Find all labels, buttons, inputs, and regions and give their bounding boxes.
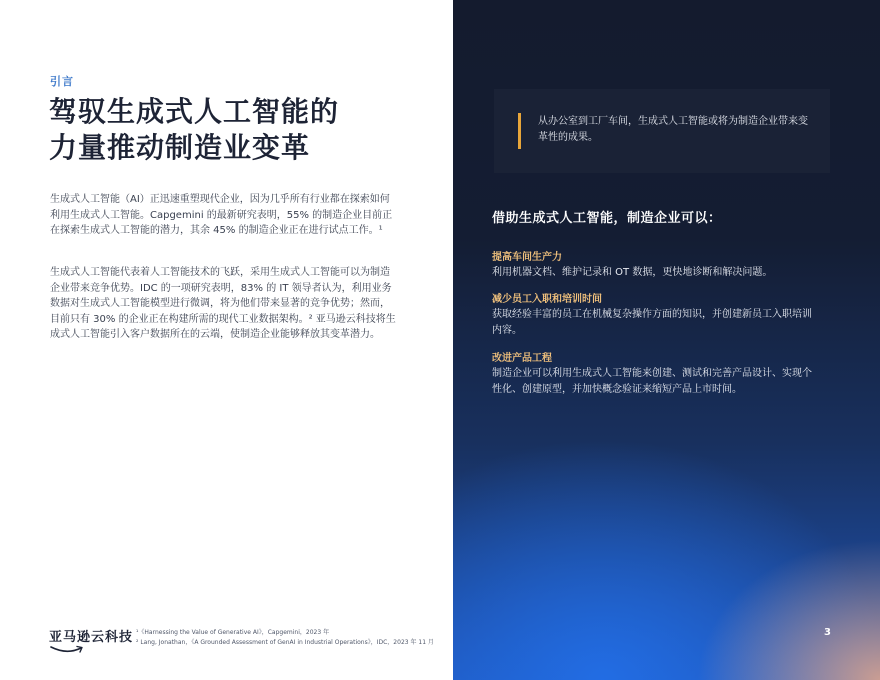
benefit-item [492, 292, 817, 339]
benefit-title: 减少员工入职和培训时间 [492, 294, 602, 305]
quote-accent-bar [518, 113, 521, 149]
logo-text: 亚马逊云科技 [49, 630, 134, 645]
benefit-item [492, 250, 817, 281]
benefit-description: 利用机器文档、维护记录和 OT 数据，更快地诊断和解决问题。 [492, 267, 773, 278]
benefit-item [492, 351, 817, 398]
brand-logo [49, 626, 133, 655]
title-line-2: 力量推动制造业变革 [49, 131, 311, 164]
page-number: 3 [824, 627, 831, 638]
quote-text: 从办公室到工厂车间，生成式人工智能或将为制造企业带来变革性的成果。 [538, 116, 808, 143]
page-title [49, 94, 339, 166]
benefit-title: 改进产品工程 [492, 353, 552, 364]
title-line-1: 驾驭生成式人工智能的 [49, 95, 340, 128]
footnote-2: ² Lang, Jonathan，《A Grounded Assessment of GenAI in Industrial Operations》，IDC，2023 年 11 月 [136, 639, 434, 646]
benefit-title: 提高车间生产力 [492, 252, 562, 263]
benefit-description: 制造企业可以利用生成式人工智能来创建、测试和完善产品设计、实现个性化、创建原型，并加快概念验证来缩短产品上市时间。 [492, 368, 812, 395]
benefits-heading: 借助生成式人工智能，制造企业可以： [492, 211, 722, 226]
smile-arrow-icon [49, 645, 85, 655]
benefit-description: 获取经验丰富的员工在机械复杂操作方面的知识，并创建新员工入职培训内容。 [492, 309, 812, 336]
right-panel [453, 0, 880, 680]
intro-paragraph-2: 生成式人工智能代表着人工智能技术的飞跃，采用生成式人工智能可以为制造企业带来竞争优势。IDC 的一项研究表明，83% 的 IT 领导者认为，利用业务数据对生成式人工智能模型进行微调，将为他们带来显著的竞争优势；然而，目前只有 30% 的企业正在构建所需的现代工业数据架构。² 亚马逊云科技将生成式人工智能引入客户数据所在的云端，使制造企业能够释放其变革潜力。 [50, 267, 396, 340]
intro-paragraph-1: 生成式人工智能（AI）正迅速重塑现代企业，因为几乎所有行业都在探索如何利用生成式人工智能。Capgemini 的最新研究表明，55% 的制造企业目前正在探索生成式人工智能的潜力，其余 45% 的制造企业正在进行试点工作。¹ [50, 194, 393, 236]
footnotes [136, 628, 434, 648]
footnote-1: ¹《Harnessing the Value of Generative AI》，Capgemini，2023 年 [136, 629, 330, 636]
section-label: 引言 [50, 75, 74, 88]
quote-box [494, 89, 830, 173]
